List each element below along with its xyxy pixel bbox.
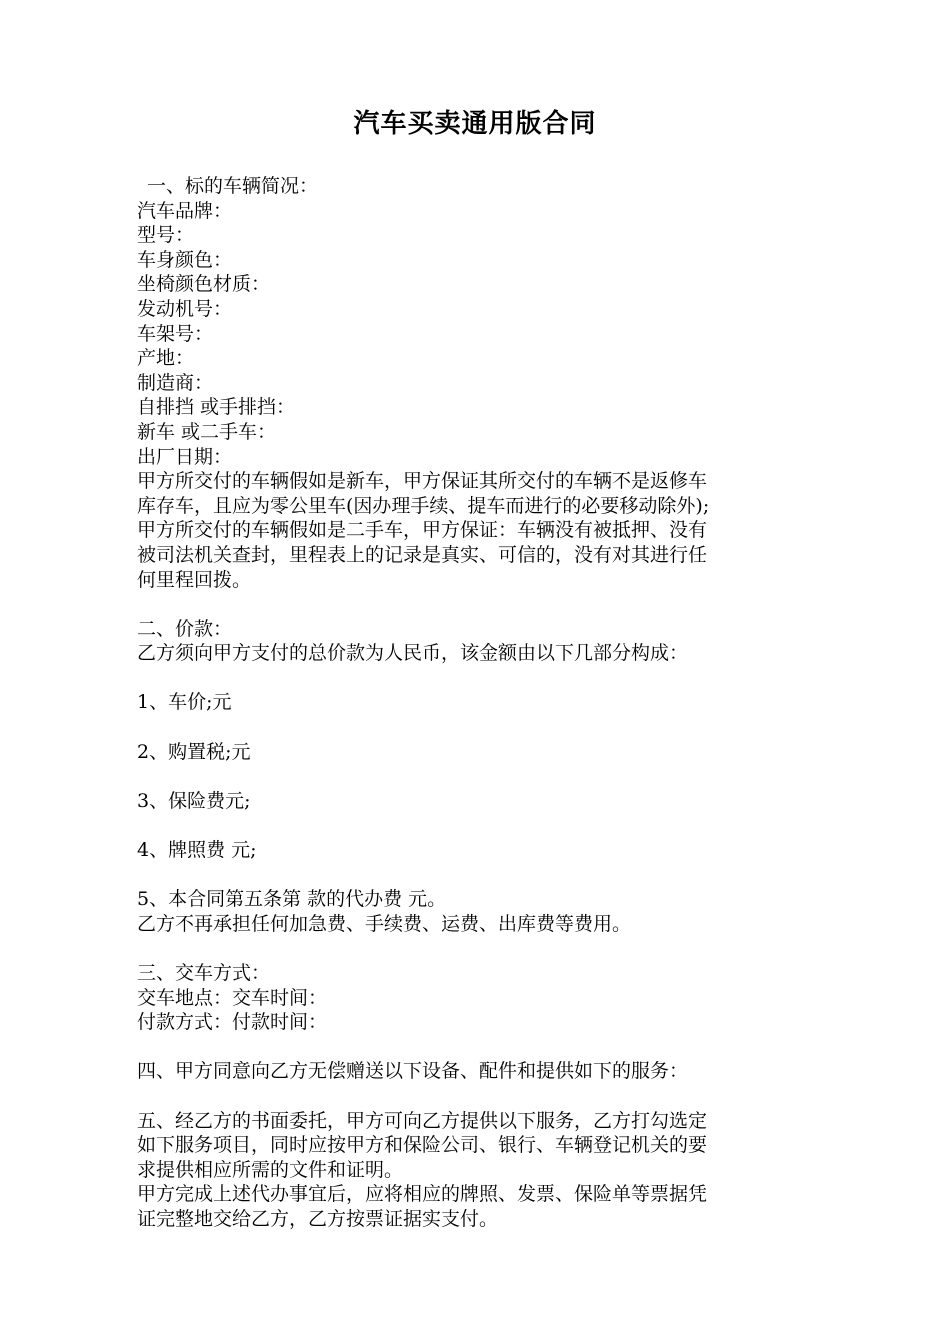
- document-line: 三、交车方式：: [137, 962, 271, 984]
- document-line: 付款方式：付款时间：: [137, 1011, 328, 1034]
- document-line: 被司法机关查封，里程表上的记录是真实、可信的，没有对其进行任: [137, 543, 708, 566]
- document-line: 自排挡 或手排挡：: [137, 396, 296, 419]
- document-line: 五、经乙方的书面委托，甲方可向乙方提供以下服务，乙方打勾选定: [137, 1109, 708, 1132]
- document-line: 交车地点：交车时间：: [137, 986, 328, 1009]
- document-line: 5、本合同第五条第 款的代办费 元。: [137, 888, 447, 911]
- document-body: [137, 174, 827, 1232]
- blank-line: [137, 666, 827, 691]
- document-line: 发动机号：: [137, 297, 233, 320]
- document-line: 车架号：: [137, 322, 214, 345]
- document-line: 产地：: [137, 347, 195, 370]
- document-line: 出厂日期：: [137, 445, 233, 468]
- document-line: 型号：: [137, 224, 195, 247]
- document-line: 车身颜色：: [137, 248, 233, 271]
- document-line: 3、保险费元;: [137, 789, 251, 812]
- document-title: 汽车买卖通用版合同: [353, 109, 597, 139]
- document-line: 甲方完成上述代办事宜后，应将相应的牌照、发票、保险单等票据凭: [137, 1183, 708, 1206]
- document-line: 4、牌照费 元;: [137, 839, 257, 862]
- document-line: 坐椅颜色材质：: [137, 273, 271, 296]
- blank-line: [137, 715, 827, 740]
- blank-line: [137, 813, 827, 838]
- document-line: 求提供相应所需的文件和证明。: [137, 1158, 404, 1181]
- document-line: 证完整地交给乙方，乙方按票证据实支付。: [137, 1207, 499, 1230]
- document-line: 2、购置税;元: [137, 740, 251, 763]
- blank-line: [137, 1084, 827, 1109]
- document-line: 如下服务项目，同时应按甲方和保险公司、银行、车辆登记机关的要: [137, 1134, 708, 1157]
- document-line: 甲方所交付的车辆假如是二手车，甲方保证：车辆没有被抵押、没有: [137, 519, 708, 542]
- blank-line: [137, 592, 827, 617]
- document-line: 新车 或二手车：: [137, 420, 277, 443]
- document-line: 汽车品牌：: [137, 199, 233, 222]
- document-line: 二、价款：: [137, 617, 233, 640]
- document-line: 乙方须向甲方支付的总价款为人民币，该金额由以下几部分构成：: [137, 642, 689, 665]
- blank-line: [137, 936, 827, 961]
- document-line: 乙方不再承担任何加急费、手续费、运费、出库费等费用。: [137, 912, 632, 935]
- document-line: 库存车，且应为零公里车(因办理手续、提车而进行的必要移动除外);: [137, 494, 710, 517]
- blank-line: [137, 764, 827, 789]
- document-line: 甲方所交付的车辆假如是新车，甲方保证其所交付的车辆不是返修车: [137, 470, 708, 493]
- document-line: 一、标的车辆简况：: [147, 175, 319, 197]
- document-line: 1、车价;元: [137, 691, 232, 714]
- document-line: 何里程回拨。: [137, 568, 252, 591]
- blank-line: [137, 863, 827, 888]
- document-line: 四、甲方同意向乙方无偿赠送以下设备、配件和提供如下的服务：: [137, 1060, 689, 1083]
- document-line: 制造商：: [137, 371, 214, 394]
- blank-line: [137, 1035, 827, 1060]
